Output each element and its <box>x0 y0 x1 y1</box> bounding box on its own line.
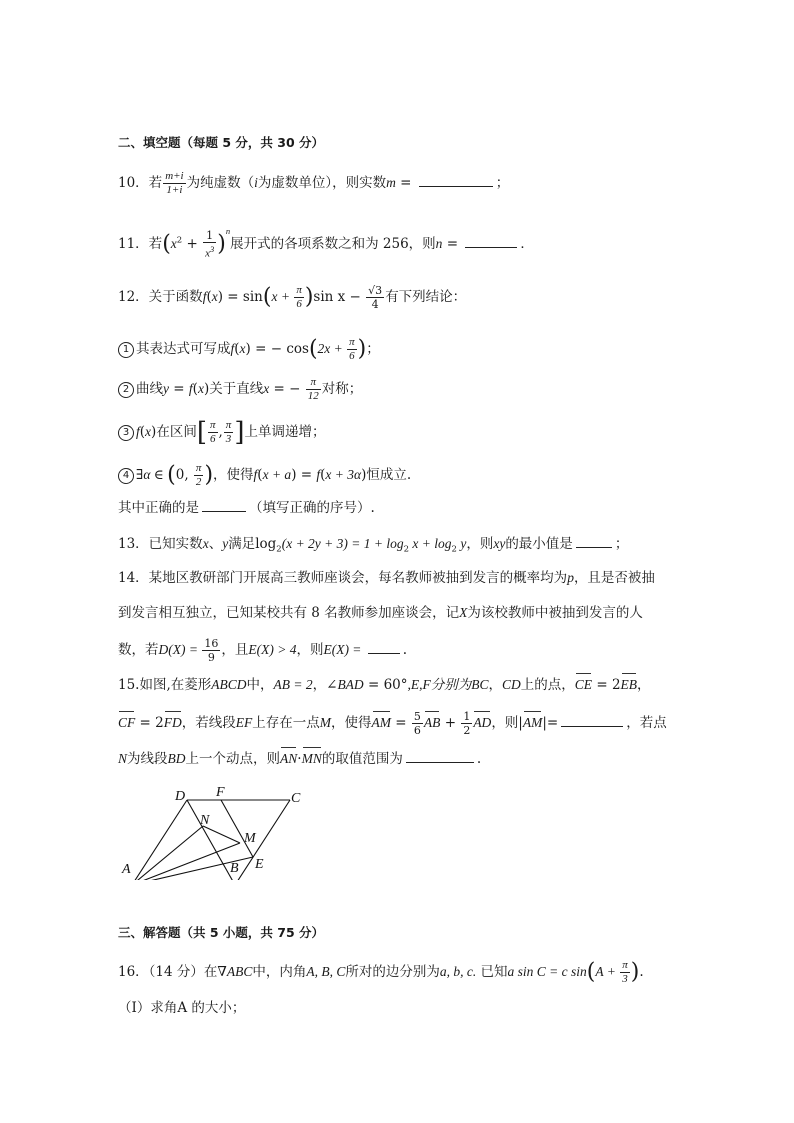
question-11: 11．若($x^2$ + $\frac{1}{x^3}$ )$^n$展开式的各项系数之和为 256，则n = ． <box>118 226 534 260</box>
question-number: 13．已知实数 <box>118 536 203 552</box>
label-m: M <box>244 831 256 846</box>
question-16: 16．（14 分）在∇ABC中，内角A, B, C所对的边分别为a, b, c. 已知a sin C = c sin(A + $\frac{\pi}{3}$ ). <box>118 959 644 985</box>
answer-blank[interactable] <box>419 172 493 187</box>
circled-number-1: 1 <box>118 342 134 358</box>
section-heading-fill-in <box>118 133 324 153</box>
question-15-line-2: CF = 2FD，若线段EF上存在一点M，使得AM = $\frac{5}{6}$ AB + $\frac{1}{2}$ AD，则|AM|= ，若点 <box>118 710 667 737</box>
question-number: 11．若 <box>118 236 163 252</box>
question-12: 12．关于函数f(x) = sin(x + $\frac{\pi}{6}$ )sin x − $\frac{√3}{4}$ 有下列结论： <box>118 284 467 311</box>
section-title: 二、填空题（每题 5 分，共 30 分） <box>118 135 325 150</box>
question-number: 12．关于函数 <box>118 289 203 305</box>
figure-labels <box>110 780 330 880</box>
fraction: $\frac{m+i}{1+i}$ <box>165 170 184 196</box>
statement-4: 4 ∃α ∈ (0, $\frac{\pi}{2}$ )，使得f(x + a) = f(x + 3α)恒成立. <box>118 462 411 489</box>
question-10: 10．若 $\frac{m+i}{1+i}$ 为纯虚数（i为虚数单位），则实数m = ； <box>118 170 510 196</box>
question-number: 15.如图,在菱形 <box>118 677 212 693</box>
question-14-line-1: 14．某地区教研部门开展高三教师座谈会，每名教师被抽到发言的概率均为p，且是否被抽 <box>118 570 655 586</box>
circled-number-2: 2 <box>118 382 134 398</box>
circled-number-3: 3 <box>118 425 134 441</box>
question-15-line-3: N为线段BD上一个动点，则AN·MN的取值范围为 . <box>118 748 481 769</box>
statement-1: 1 其表达式可写成f(x) = − cos(2x + $\frac{\pi}{6}$ )； <box>118 336 380 363</box>
question-number: 14．某地区教研部门开展高三教师座谈会，每名教师被抽到发言的概率均为 <box>118 570 568 586</box>
label-b: B <box>230 861 239 876</box>
statement-3: 3 f(x)在区间[ $\frac{\pi}{6}$ , $\frac{\pi}{3}$ ]上单调递增； <box>118 419 325 446</box>
label-e: E <box>255 857 264 872</box>
question-13: 13．已知实数x、y满足$\log_2(x + 2y + 3) = 1 + \log_2 x + \log_2 y$，则xy的最小值是 ； <box>118 533 628 560</box>
section-title: 三、解答题（共 5 小题，共 75 分） <box>118 925 325 940</box>
answer-blank[interactable] <box>406 748 474 763</box>
answer-blank[interactable] <box>576 533 612 548</box>
statement-conclusion: 其中正确的是 （填写正确的序号）. <box>118 497 375 518</box>
question-number: 16．（14 分）在 <box>118 964 218 980</box>
label-c: C <box>291 791 301 806</box>
answer-blank[interactable] <box>561 712 623 727</box>
answer-blank[interactable] <box>202 497 246 512</box>
label-d: D <box>175 789 186 804</box>
label-a: A <box>122 862 131 877</box>
answer-blank[interactable] <box>368 639 400 654</box>
question-14-line-3: 数，若D(X) = $\frac{16}{9}$ ，且E(X) > 4，则E(X) = . <box>118 637 408 664</box>
statement-2: 2 曲线y = f(x)关于直线x = − $\frac{\pi}{12}$ 对称； <box>118 376 362 403</box>
fraction: $\frac{1}{x^3}$ <box>205 228 215 260</box>
section-heading-answers <box>118 923 324 943</box>
label-f: F <box>216 785 225 800</box>
question-14-line-2: 到发言相互独立，已知某校共有 8 名教师参加座谈会，记X为该校教师中被抽到发言的人 <box>118 605 643 621</box>
label-n: N <box>200 813 210 828</box>
answer-blank[interactable] <box>465 233 517 248</box>
question-number: 10．若 <box>118 175 163 191</box>
circled-number-4: 4 <box>118 468 134 484</box>
question-15-line-1: 15.如图,在菱形ABCD中，AB = 2，∠BAD = 60°,E,F分别为BC，CD上的点，CE = 2EB， <box>118 677 651 693</box>
question-16-part-1: （Ⅰ）求角A 的大小； <box>118 1000 246 1016</box>
